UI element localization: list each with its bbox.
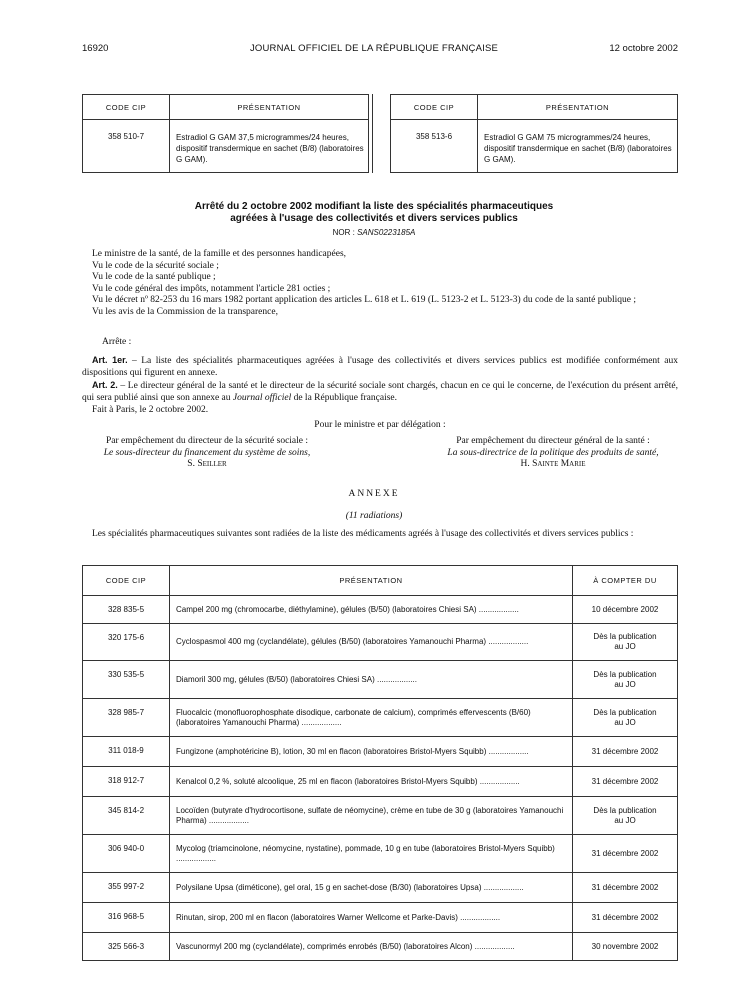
decree-title-line: agréées à l'usage des collectivités et divers services publics xyxy=(230,213,518,224)
column-header-cip: CODE CIP xyxy=(83,566,170,596)
leader-dots: .................. xyxy=(176,853,217,863)
date-line-1: Dès la publication xyxy=(593,707,657,717)
date-line-1: Dès la publication xyxy=(593,632,657,641)
cip-code: 355 997-2 xyxy=(83,873,170,903)
article-1-label: Art. 1er. xyxy=(92,355,128,365)
table-row xyxy=(83,797,678,835)
delegation-line: Pour le ministre et par délégation : xyxy=(314,420,446,430)
presentation-text: Rinutan, sirop, 200 ml en flacon (laboratoires Warner Wellcome et Parke-Davis) xyxy=(176,912,458,922)
date-line-1: 31 décembre 2002 xyxy=(591,882,659,892)
article-2-text: – Le directeur général de la santé et le directeur de la sécurité sociale sont chargés, chacun en ce qui le concerne, de l'exécution du présent arrêté, qui sera publié ainsi que son annexe au xyxy=(82,381,678,403)
leader-dots: .................. xyxy=(374,674,417,684)
column-header-presentation: PRÉSENTATION xyxy=(478,95,678,120)
table-row xyxy=(83,624,678,661)
presentation-cell xyxy=(170,835,573,873)
issue-date: 12 octobre 2002 xyxy=(609,43,678,54)
presentation-cell xyxy=(170,699,573,737)
table-row xyxy=(83,767,678,797)
presentation-cell xyxy=(170,737,573,767)
date-cell xyxy=(573,661,678,699)
presentation-text: Polysilane Upsa (diméticone), gel oral, 15 g en sachet-dose (B/30) (laboratoires Upsa) xyxy=(176,882,482,892)
preamble-line: Vu le décret nº 82-253 du 16 mars 1982 portant application des articles L. 618 et L. 619 (L. 5123-2 et L. 5123-3) du code de la santé publique ; xyxy=(92,295,636,305)
date-line-2: au JO xyxy=(614,717,636,727)
cip-code: 325 566-3 xyxy=(83,933,170,961)
presentation-cell xyxy=(170,661,573,699)
table-row xyxy=(83,699,678,737)
signature-right-name: H. Sainte Marie xyxy=(520,459,586,469)
presentation-text: Estradiol G GAM 37,5 microgrammes/24 heures, dispositif transdermique en sachet (B/8) (laboratoires G GAM). xyxy=(170,120,369,173)
cip-code: 345 814-2 xyxy=(83,797,170,835)
presentation-cell xyxy=(170,624,573,661)
date-cell xyxy=(573,624,678,661)
table-row xyxy=(83,596,678,624)
annexe-intro-text: Les spécialités pharmaceutiques suivantes sont radiées de la liste des médicaments agréés à l'usage des collectivités et divers services publics : xyxy=(92,529,634,539)
cip-code: 330 535-5 xyxy=(83,661,170,699)
top-table-left xyxy=(82,94,369,173)
presentation-text: Cyclospasmol 400 mg (cyclandélate), gélules (B/50) (laboratoires Yamanouchi Pharma) xyxy=(176,637,487,646)
date-line-1: Dès la publication xyxy=(593,669,657,679)
presentation-text: Locoïden (butyrate d'hydrocortisone, sulfate de néomycine), crème en tube de 30 g (laboratoires Yamanouchi Pharma) xyxy=(176,805,564,825)
date-cell xyxy=(573,596,678,624)
date-cell xyxy=(573,835,678,873)
table-row xyxy=(83,835,678,873)
nor-value: SANS0223185A xyxy=(357,228,416,237)
leader-dots: .................. xyxy=(472,941,515,951)
date-line-1: 31 décembre 2002 xyxy=(591,776,659,786)
done-at-text: Fait à Paris, le 2 octobre 2002. xyxy=(92,405,209,415)
presentation-text: Vascunormyl 200 mg (cyclandélate), comprimés enrobés (B/50) (laboratoires Alcon) xyxy=(176,941,473,951)
cip-code: 328 985-7 xyxy=(83,699,170,737)
presentation-text: Campel 200 mg (chromocarbe, diéthylamine), gélules (B/50) (laboratoires Chiesi SA) xyxy=(176,604,477,614)
date-line-2: au JO xyxy=(614,642,636,651)
nor-label: NOR : xyxy=(332,228,358,237)
presentation-text: Diamoril 300 mg, gélules (B/50) (laboratoires Chiesi SA) xyxy=(176,674,375,684)
article-1-text: – La liste des spécialités pharmaceutiques agréées à l'usage des collectivités et divers services publics est modifiée conformément aux dispositions qui figurent en annexe. xyxy=(82,356,678,378)
column-header-cip: CODE CIP xyxy=(83,95,170,120)
table-row xyxy=(83,873,678,903)
presentation-text: Kenalcol 0,2 %, soluté alcoolique, 25 ml en flacon (laboratoires Bristol-Myers Squibb) xyxy=(176,776,478,786)
preamble-line: Vu les avis de la Commission de la transparence, xyxy=(92,306,278,317)
table-row xyxy=(83,661,678,699)
presentation-text: Mycolog (triamcinolone, néomycine, nystatine), pommade, 10 g en tube (laboratoires Bristol-Myers Squibb) xyxy=(176,843,555,853)
leader-dots: .................. xyxy=(206,815,249,825)
signature-left-name: S. Seiller xyxy=(187,459,227,469)
done-at xyxy=(82,405,678,417)
preamble-line: Vu le code de la santé publique ; xyxy=(92,272,216,282)
date-line-1: Dès la publication xyxy=(593,805,657,815)
table-row xyxy=(83,903,678,933)
signature-right xyxy=(428,436,678,471)
preamble-line: Vu le code de la sécurité sociale ; xyxy=(92,260,219,271)
date-cell xyxy=(573,699,678,737)
date-cell xyxy=(573,873,678,903)
date-line-1: 31 décembre 2002 xyxy=(591,848,659,858)
presentation-cell xyxy=(170,767,573,797)
article-2-text-end: de la République française. xyxy=(291,392,397,403)
column-header-presentation: PRÉSENTATION xyxy=(170,95,369,120)
page-number: 16920 xyxy=(82,43,109,54)
presentation-cell xyxy=(170,903,573,933)
journal-title: JOURNAL OFFICIEL DE LA RÉPUBLIQUE FRANÇAISE xyxy=(249,43,499,54)
date-cell xyxy=(573,797,678,835)
cip-code: 320 175-6 xyxy=(83,624,170,661)
column-header-cip: CODE CIP xyxy=(391,95,478,120)
article-2-label: Art. 2. xyxy=(92,380,118,390)
cip-code: 318 912-7 xyxy=(83,767,170,797)
column-divider xyxy=(372,94,373,173)
presentation-text: Fluocalcic (monofluorophosphate disodique, carbonate de calcium), comprimés effervescents (B/60) (laboratoires Yamanouchi Pharma) xyxy=(176,707,531,727)
arrete-text: Arrête : xyxy=(102,337,132,347)
radiations-table xyxy=(82,565,678,961)
date-line-1: 31 décembre 2002 xyxy=(591,912,659,922)
nor-reference xyxy=(0,228,748,237)
cip-code: 316 968-5 xyxy=(83,903,170,933)
signature-left xyxy=(82,436,332,471)
top-table-right xyxy=(390,94,678,173)
table-row xyxy=(83,933,678,961)
date-line-2: au JO xyxy=(614,815,636,825)
leader-dots: .................. xyxy=(481,882,524,892)
article-1 xyxy=(82,355,678,379)
decree-title xyxy=(0,201,748,225)
presentation-text: Estradiol G GAM 75 microgrammes/24 heures, dispositif transdermique en sachet (B/8) (laboratoires G GAM). xyxy=(478,120,678,173)
preamble-line: Le ministre de la santé, de la famille et des personnes handicapées, xyxy=(92,249,347,259)
presentation-cell xyxy=(170,797,573,835)
annexe-subtitle: (11 radiations) xyxy=(345,511,403,521)
date-line-1: 31 décembre 2002 xyxy=(591,746,659,756)
signature-right-title: La sous-directrice de la politique des produits de santé, xyxy=(447,447,659,458)
cip-code: 306 940-0 xyxy=(83,835,170,873)
presentation-cell xyxy=(170,596,573,624)
leader-dots: .................. xyxy=(457,912,501,922)
leader-dots: .................. xyxy=(486,746,529,756)
decree-title-line: Arrêté du 2 octobre 2002 modifiant la liste des spécialités pharmaceutiques xyxy=(194,201,554,212)
date-line-2: au JO xyxy=(614,679,636,689)
date-line-1: 10 décembre 2002 xyxy=(591,604,659,614)
preamble xyxy=(82,249,678,318)
arrete-line xyxy=(82,337,678,349)
article-2 xyxy=(82,380,678,404)
leader-dots: .................. xyxy=(486,637,529,646)
table-row xyxy=(83,737,678,767)
annexe-title: ANNEXE xyxy=(348,489,400,499)
date-cell xyxy=(573,767,678,797)
column-header-presentation: PRÉSENTATION xyxy=(170,566,573,596)
cip-code: 311 018-9 xyxy=(83,737,170,767)
leader-dots: .................. xyxy=(476,604,519,614)
presentation-cell xyxy=(170,873,573,903)
annexe-intro xyxy=(82,529,678,541)
date-line-1: 30 novembre 2002 xyxy=(591,941,659,951)
signature-left-line: Par empêchement du directeur de la sécurité sociale : xyxy=(105,436,309,446)
column-header-date: À COMPTER DU xyxy=(573,566,678,596)
cip-code: 328 835-5 xyxy=(83,596,170,624)
date-cell xyxy=(573,903,678,933)
cip-code: 358 513-6 xyxy=(391,120,478,173)
signature-left-title: Le sous-directeur du financement du système de soins, xyxy=(103,447,311,458)
presentation-text: Fungizone (amphotéricine B), lotion, 30 ml en flacon (laboratoires Bristol-Myers Squibb) xyxy=(176,746,487,756)
signature-right-line: Par empêchement du directeur général de la santé : xyxy=(456,436,650,446)
leader-dots: .................. xyxy=(299,717,342,727)
preamble-line: Vu le code général des impôts, notamment l'article 281 octies ; xyxy=(92,283,331,294)
cip-code: 358 510-7 xyxy=(83,120,170,173)
presentation-cell xyxy=(170,933,573,961)
journal-officiel-text: Journal officiel xyxy=(232,392,292,403)
leader-dots: .................. xyxy=(477,776,520,786)
date-cell xyxy=(573,933,678,961)
date-cell xyxy=(573,737,678,767)
